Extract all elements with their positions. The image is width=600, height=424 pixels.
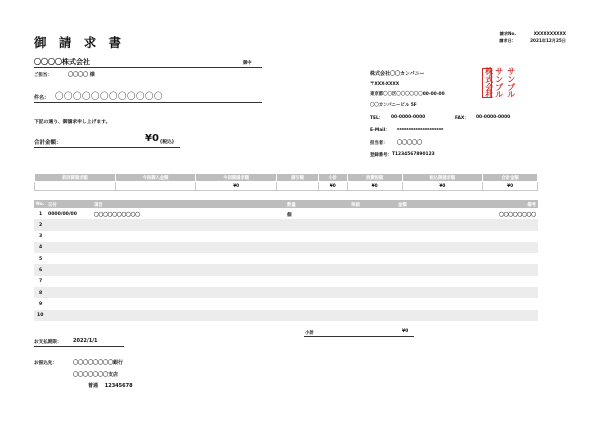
details-body xyxy=(34,208,538,321)
summary-value-cell xyxy=(35,182,116,191)
issuer-postal: 〒XXX-XXXX xyxy=(370,82,400,87)
bank-name: 〇〇〇〇〇〇〇〇銀行 xyxy=(73,360,124,366)
summary-value-row xyxy=(35,182,538,191)
table-row xyxy=(34,276,538,287)
subject-value: 〇〇〇〇〇〇〇〇〇〇〇〇 xyxy=(55,92,164,102)
issuer-person-label: 担当者： xyxy=(370,141,388,146)
total-underline xyxy=(34,147,180,148)
summary-header-cell: 小計 xyxy=(318,174,347,182)
summary-value-cell: ¥0 xyxy=(483,182,538,191)
summary-header-cell: 合計金額 xyxy=(483,174,538,182)
issuer-address1: 東京都〇〇区〇〇〇〇〇〇00-00-00 xyxy=(370,92,445,97)
summary-table xyxy=(34,173,538,191)
table-row xyxy=(34,231,538,242)
contact-value: 〇〇〇〇 様 xyxy=(68,72,95,78)
contact-label: ご担当： xyxy=(34,73,52,78)
col-amount: 金額 xyxy=(398,202,407,208)
invoice-note: 下記の通り、御請求申し上げます。 xyxy=(34,120,111,125)
col-item: 項目 xyxy=(94,202,103,208)
summary-value-cell xyxy=(277,182,319,191)
seal-column-1: 株 式 会 社 xyxy=(485,67,493,100)
invoice-no-label: 請求No. xyxy=(499,31,516,36)
summary-header-cell: 今回御入金額 xyxy=(115,174,196,182)
issuer-address2: 〇〇カンパニービル 5F xyxy=(370,103,417,108)
total-tax-note: (税込) xyxy=(160,140,174,145)
row-item: 〇〇〇〇〇〇〇〇〇〇 xyxy=(94,212,140,218)
summary-value-cell: ¥0 xyxy=(402,182,483,191)
invoice-date-value: 2021年12月25日 xyxy=(530,38,566,43)
bank-branch: 〇〇〇〇〇〇〇支店 xyxy=(73,372,119,378)
row-no: 2 xyxy=(39,222,43,228)
table-row xyxy=(34,287,538,298)
customer-name: 〇〇〇〇株式会社 xyxy=(34,58,90,66)
summary-header-cell: 値引額 xyxy=(277,174,319,182)
row-date: 0000/00/00 xyxy=(48,211,77,217)
seal-column-3: サ ン プ ル xyxy=(507,67,515,100)
due-label: お支払期限： xyxy=(34,340,62,345)
table-row xyxy=(34,310,538,321)
issuer-person: 〇〇〇〇〇 xyxy=(397,140,423,146)
document-title: 御 請 求 書 xyxy=(34,35,126,50)
row-no: 7 xyxy=(39,279,43,285)
subtotal-label: 小計 xyxy=(305,331,314,336)
col-no: No. xyxy=(36,201,45,207)
issuer-tel: 00-0000-0000 xyxy=(391,115,426,120)
summary-header-cell: 今回御請求額 xyxy=(196,174,277,182)
customer-underline xyxy=(34,67,262,68)
summary-value-cell xyxy=(115,182,196,191)
issuer-reg-label: 登録番号： xyxy=(370,153,392,158)
subtotal-value: ¥0 xyxy=(402,329,409,334)
issuer-fax: 00-0000-0000 xyxy=(476,115,511,120)
issuer-tel-label: TEL： xyxy=(370,116,384,121)
subject-underline xyxy=(34,102,262,103)
bank-label: お振込先： xyxy=(34,361,57,366)
table-row xyxy=(34,208,538,219)
row-no: 4 xyxy=(39,245,43,251)
table-row xyxy=(34,253,538,264)
issuer-email: xxxxxxxxxxxxxxxxxxxx xyxy=(397,127,444,131)
summary-value-cell: ¥0 xyxy=(318,182,347,191)
table-row xyxy=(34,219,538,230)
table-row xyxy=(34,264,538,275)
subtotal-underline xyxy=(304,336,414,337)
row-unit: 個 xyxy=(287,212,292,218)
company-seal xyxy=(482,67,521,100)
issuer-fax-label: FAX： xyxy=(455,116,469,121)
summary-header-row xyxy=(35,174,538,182)
due-value: 2022/1/1 xyxy=(73,338,98,344)
summary-value-cell: ¥0 xyxy=(196,182,277,191)
row-no: 1 xyxy=(39,211,43,217)
issuer-email-label: E-Mail： xyxy=(370,128,390,133)
col-qty: 数量 xyxy=(287,202,296,208)
seal-column-2: サ ン プ ル xyxy=(495,67,503,100)
row-no: 8 xyxy=(39,290,43,296)
row-no: 3 xyxy=(39,234,43,240)
summary-header-cell: 消費税額 xyxy=(347,174,402,182)
subject-label: 件名： xyxy=(34,95,50,101)
issuer-reg: T1234567890123 xyxy=(392,152,435,157)
details-header xyxy=(34,200,538,208)
invoice-no-value: XXXXXXXXXX xyxy=(533,31,566,36)
summary-value-cell: ¥0 xyxy=(347,182,402,191)
row-no: 10 xyxy=(37,313,44,319)
table-row xyxy=(34,242,538,253)
total-label: 合計金額： xyxy=(34,140,62,146)
invoice-date-label: 請求日： xyxy=(499,38,516,43)
summary-header-cell: 前回御請求額 xyxy=(35,174,116,182)
due-underline xyxy=(34,346,124,347)
table-row xyxy=(34,298,538,309)
issuer-company: 株式会社〇〇カンパニー xyxy=(370,71,425,77)
bank-account: 普通 12345678 xyxy=(88,383,133,389)
customer-suffix: 御中 xyxy=(243,61,252,66)
row-note: 〇〇〇〇〇〇〇〇 xyxy=(499,212,536,218)
col-date: 日付 xyxy=(48,202,57,208)
row-no: 5 xyxy=(39,256,43,262)
row-no: 9 xyxy=(39,301,43,307)
summary-header-cell: 税込御請求額 xyxy=(402,174,483,182)
col-note: 備考 xyxy=(527,202,536,208)
row-no: 6 xyxy=(39,267,43,273)
col-unit: 単価 xyxy=(351,202,360,208)
total-value: ¥0 xyxy=(145,133,159,144)
